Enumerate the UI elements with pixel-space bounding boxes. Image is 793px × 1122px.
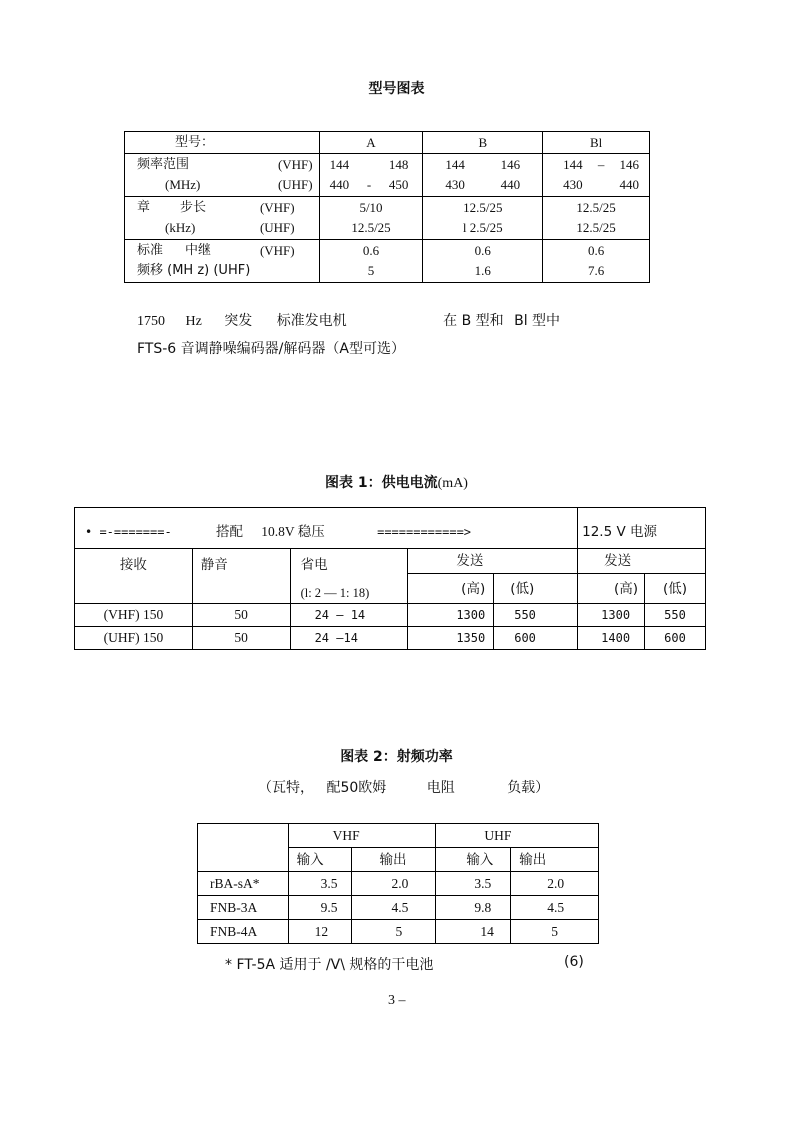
freq-b-vhf-low: 144 [445, 157, 465, 172]
freq-bl-vhf-low: 144 [563, 157, 583, 172]
power-rx-vhf: (VHF) 150 [75, 604, 193, 627]
note-1750: 1750 [137, 314, 165, 329]
note-in-b: 在 B 型和 [443, 313, 504, 329]
power-top-left: • =-=======- [85, 525, 172, 539]
freq-a-uhf-dash: - [366, 177, 372, 192]
power-tx-high-1-uhf: 1350 [408, 627, 494, 650]
rf-row [198, 896, 599, 920]
power-mute-vhf: 50 [192, 604, 290, 627]
model-table [124, 131, 650, 283]
rf-subtitle-a: （瓦特， [258, 780, 314, 796]
power-tx-low-2-uhf: 600 [645, 627, 706, 650]
note-hz: Hz [185, 314, 202, 329]
rf-footnote: * FT-5A 适用于 /V\ 规格的干电池 [225, 957, 434, 973]
note-generator: 标准发电机 [276, 313, 347, 329]
rf-vhf-in-1: 3.5 [288, 872, 351, 896]
repeater-bl-uhf: 7.6 [587, 263, 605, 278]
power-h-high-1: (高) [408, 574, 494, 604]
freq-a-uhf-low: 440 [329, 177, 350, 192]
power-h-save-ratio: (l: 2 — 1: 18) [300, 586, 370, 600]
step-bl-uhf: 12.5/25 [576, 220, 616, 235]
repeater-b-uhf: 1.6 [474, 263, 491, 278]
freq-label: 频率范围 [137, 157, 190, 172]
power-top-right: 12.5 V 电源 [578, 508, 706, 549]
note-line-2: FTS-6 音调静噪编码器/解码器（A型可选） [137, 341, 405, 357]
step-a-vhf: 5/10 [359, 200, 383, 215]
step-uhf-tag: (UHF) [259, 220, 295, 235]
step-unit: (kHz) [165, 220, 196, 235]
power-tx-low-1-uhf: 600 [494, 627, 578, 650]
power-header-row-1 [75, 549, 706, 574]
step-label-2: 步长 [180, 200, 207, 215]
power-title-unit: (mA) [437, 476, 468, 491]
rf-row [198, 920, 599, 944]
step-row [125, 197, 650, 240]
power-top-arrow: ============> [377, 525, 472, 539]
freq-b-uhf-high: 440 [500, 177, 521, 192]
model-label: 型号： [125, 132, 320, 154]
power-rx-uhf: (UHF) 150 [75, 627, 193, 650]
freq-row [125, 154, 650, 197]
power-tx-low-2-vhf: 550 [645, 604, 706, 627]
power-tx-high-2-uhf: 1400 [578, 627, 645, 650]
power-row-vhf [75, 604, 706, 627]
power-mute-uhf: 50 [192, 627, 290, 650]
rf-vhf-in-2: 9.5 [288, 896, 351, 920]
power-row-uhf [75, 627, 706, 650]
power-title-main: 图表 1：供电电流 [325, 475, 438, 491]
rf-table-title: 图表 2：射频功率 [340, 749, 453, 765]
rf-table-subtitle [258, 777, 549, 797]
step-a-uhf: 12.5/25 [351, 220, 391, 235]
freq-bl-uhf-high: 440 [619, 177, 639, 192]
rf-name-3: FNB-4A [198, 920, 289, 944]
freq-bl-uhf-low: 430 [563, 177, 583, 192]
power-top-mid-b: 10.8V 稳压 [261, 524, 325, 539]
model-table-title: 型号图表 [368, 81, 425, 97]
rf-uhf-in-1: 3.5 [436, 872, 511, 896]
power-h-receive: 接收 [75, 549, 193, 604]
repeater-row [125, 240, 650, 283]
repeater-label-3: 频移 (MH z) (UHF) [137, 263, 251, 278]
rf-h-in-uhf: 输入 [436, 848, 511, 872]
rf-h-vhf: VHF [288, 824, 436, 848]
rf-uhf-out-2: 4.5 [511, 896, 599, 920]
rf-footnote-number: (6) [564, 954, 584, 970]
power-top-mid-a: 搭配 [216, 524, 243, 540]
repeater-bl-vhf: 0.6 [587, 243, 605, 258]
rf-subtitle-c: 电阻 [426, 780, 455, 796]
rf-name-2: FNB-3A [198, 896, 289, 920]
power-top-row [75, 508, 706, 549]
rf-corner [198, 824, 289, 872]
rf-table [197, 823, 599, 944]
rf-h-out-vhf: 输出 [351, 848, 436, 872]
repeater-a-uhf: 5 [367, 263, 375, 278]
rf-uhf-out-1: 2.0 [511, 872, 599, 896]
rf-subtitle-b: 配50欧姆 [326, 780, 387, 796]
freq-bl-vhf-dash: – [597, 157, 605, 172]
note-line-1 [137, 310, 560, 330]
power-h-low-1: (低) [494, 574, 578, 604]
note-bl: Bl 型中 [514, 313, 561, 329]
power-h-save: 省电 [300, 557, 328, 573]
note-burst: 突发 [224, 313, 253, 329]
rf-name-1: rBA-sA* [198, 872, 289, 896]
step-label-1: 章 [137, 200, 151, 215]
freq-a-vhf-high: 148 [388, 157, 409, 172]
rf-h-uhf: UHF [436, 824, 599, 848]
power-h-low-2: (低) [645, 574, 706, 604]
power-save-vhf: 24 — 14 [290, 604, 408, 627]
step-b-vhf: 12.5/25 [463, 200, 503, 215]
power-table [74, 507, 706, 650]
freq-uhf-tag: (UHF) [277, 177, 313, 192]
rf-row [198, 872, 599, 896]
model-b-header: B [423, 132, 543, 154]
power-h-tx-2: 发送 [578, 549, 706, 574]
page-number: 3 – [388, 993, 406, 1008]
freq-b-uhf-low: 430 [445, 177, 465, 192]
rf-h-in-vhf: 输入 [288, 848, 351, 872]
freq-vhf-tag: (VHF) [277, 157, 313, 172]
rf-vhf-out-1: 2.0 [351, 872, 436, 896]
rf-h-out-uhf: 输出 [511, 848, 599, 872]
power-save-uhf: 24 —14 [290, 627, 408, 650]
rf-uhf-in-3: 14 [436, 920, 511, 944]
repeater-a-vhf: 0.6 [362, 243, 380, 258]
repeater-label-1: 标准 [137, 243, 164, 258]
power-h-tx-1: 发送 [408, 549, 578, 574]
step-vhf-tag: (VHF) [259, 200, 295, 215]
freq-unit: (MHz) [165, 177, 201, 192]
repeater-b-vhf: 0.6 [474, 243, 491, 258]
power-h-high-2: (高) [578, 574, 645, 604]
power-tx-low-1-vhf: 550 [494, 604, 578, 627]
freq-bl-vhf-high: 146 [619, 157, 639, 172]
model-a-header: A [319, 132, 423, 154]
freq-b-vhf-high: 146 [500, 157, 521, 172]
repeater-vhf-tag: (VHF) [259, 243, 295, 258]
rf-vhf-in-3: 12 [288, 920, 351, 944]
rf-subtitle-d: 负载） [507, 780, 550, 796]
power-table-title [0, 472, 793, 492]
step-bl-vhf: 12.5/25 [576, 200, 616, 215]
rf-uhf-in-2: 9.8 [436, 896, 511, 920]
power-tx-high-1-vhf: 1300 [408, 604, 494, 627]
step-b-uhf: l 2.5/25 [462, 220, 503, 235]
power-tx-high-2-vhf: 1300 [578, 604, 645, 627]
rf-vhf-out-3: 5 [351, 920, 436, 944]
repeater-label-2: 中继 [185, 243, 212, 258]
freq-a-uhf-high: 450 [388, 177, 409, 192]
rf-header-row-1 [198, 824, 599, 848]
rf-uhf-out-3: 5 [511, 920, 599, 944]
power-h-mute: 静音 [192, 549, 290, 604]
freq-a-vhf-low: 144 [329, 157, 350, 172]
model-bl-header: Bl [543, 132, 650, 154]
rf-vhf-out-2: 4.5 [351, 896, 436, 920]
model-header-row [125, 132, 650, 154]
